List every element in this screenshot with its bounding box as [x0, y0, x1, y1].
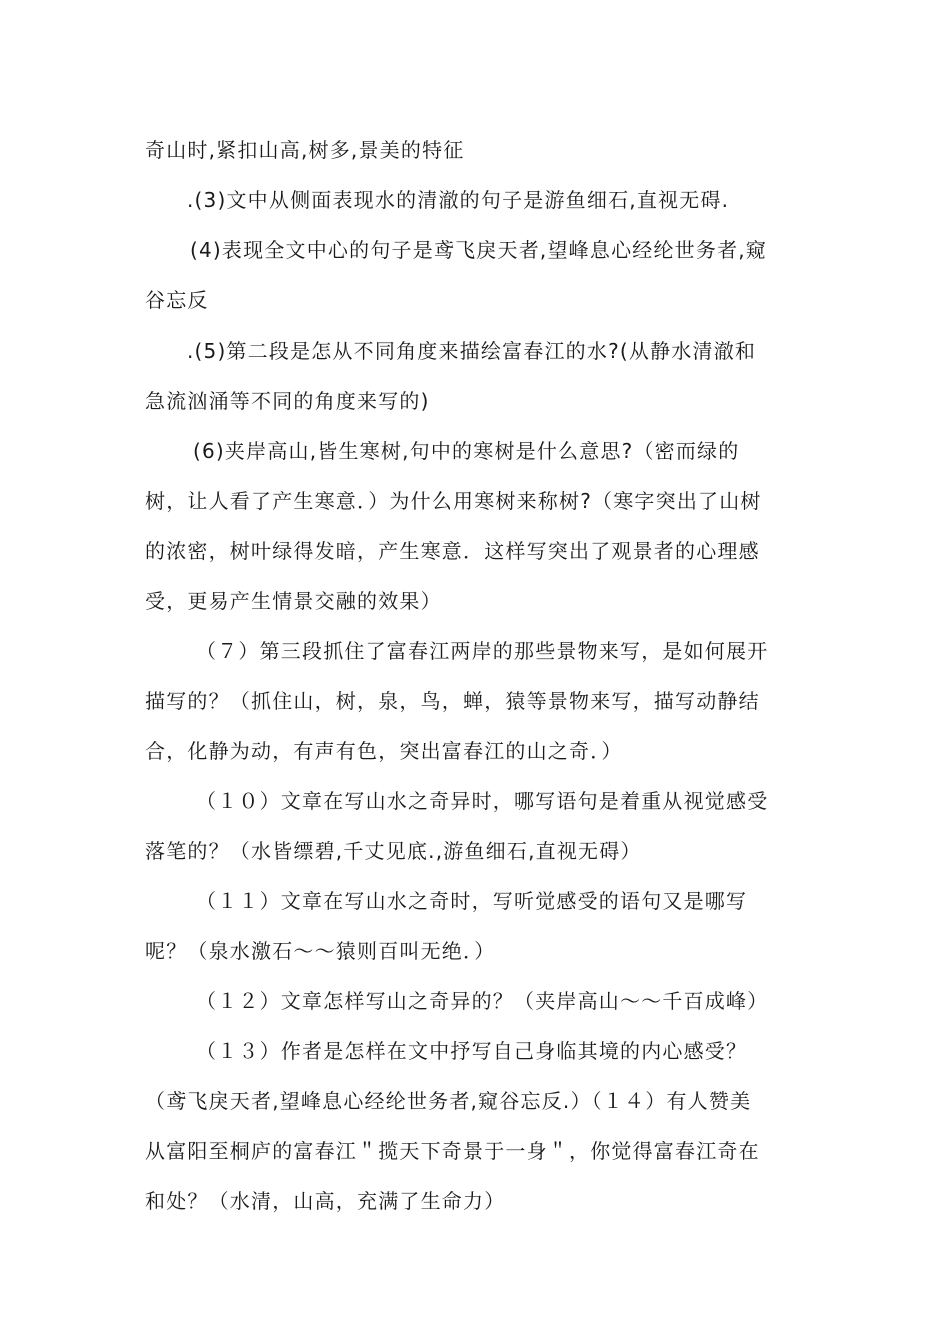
text-line: .(3)文中从侧面表现水的清澈的句子是游鱼细石,直视无碍. — [187, 188, 730, 212]
text-line: 奇山时,紧扣山高,树多,景美的特征 — [145, 138, 465, 162]
text-line: （１３）作者是怎样在文中抒写自己身临其境的内心感受？ — [196, 1039, 748, 1063]
text-line: （１１）文章在写山水之奇时，写听觉感受的语句又是哪写 — [196, 889, 748, 913]
text-line: （１０）文章在写山水之奇异时，哪写语句是着重从视觉感受 — [196, 789, 769, 813]
text-line: （鸢飞戾天者,望峰息心经纶世务者,窥谷忘反.）（１４）有人赞美 — [145, 1089, 752, 1113]
text-line: 合，化静为动，有声有色，突出富春江的山之奇．） — [145, 739, 623, 763]
text-line: （１２）文章怎样写山之奇异的？（夹岸高山～～千百成峰） — [196, 989, 769, 1013]
text-line: 和处？（水清，山高，充满了生命力） — [145, 1189, 506, 1213]
text-line: .(5)第二段是怎从不同角度来描绘富春江的水?(从静水清澈和 — [187, 339, 757, 363]
text-line: 呢？（泉水激石～～猿则百叫无绝．） — [145, 939, 496, 963]
text-line: (4)表现全文中心的句子是鸢飞戾天者,望峰息心经纶世务者,窥 — [190, 238, 768, 262]
text-line: 的浓密，树叶绿得发暗，产生寒意．这样写突出了观景者的心理感 — [145, 539, 760, 563]
text-line: 从富阳至桐庐的富春江＂揽天下奇景于一身＂，你觉得富春江奇在 — [145, 1139, 760, 1163]
text-line: 描写的？（抓住山，树，泉，鸟，蝉，猿等景物来写，描写动静结 — [145, 689, 760, 713]
text-line: 落笔的？（水皆缥碧,千丈见底.,游鱼细石,直视无碍） — [145, 839, 642, 863]
text-line: 谷忘反 — [145, 288, 209, 312]
text-line: 受，更易产生情景交融的效果） — [145, 589, 442, 613]
text-line: (6)夹岸高山,皆生寒树,句中的寒树是什么意思?（密而绿的 — [193, 439, 740, 463]
text-line: （７）第三段抓住了富春江两岸的那些景物来写，是如何展开 — [196, 639, 769, 663]
text-line: 树，让人看了产生寒意．）为什么用寒树来称树?（寒字突出了山树 — [145, 489, 762, 513]
text-line: 急流汹涌等不同的角度来写的) — [145, 389, 430, 413]
